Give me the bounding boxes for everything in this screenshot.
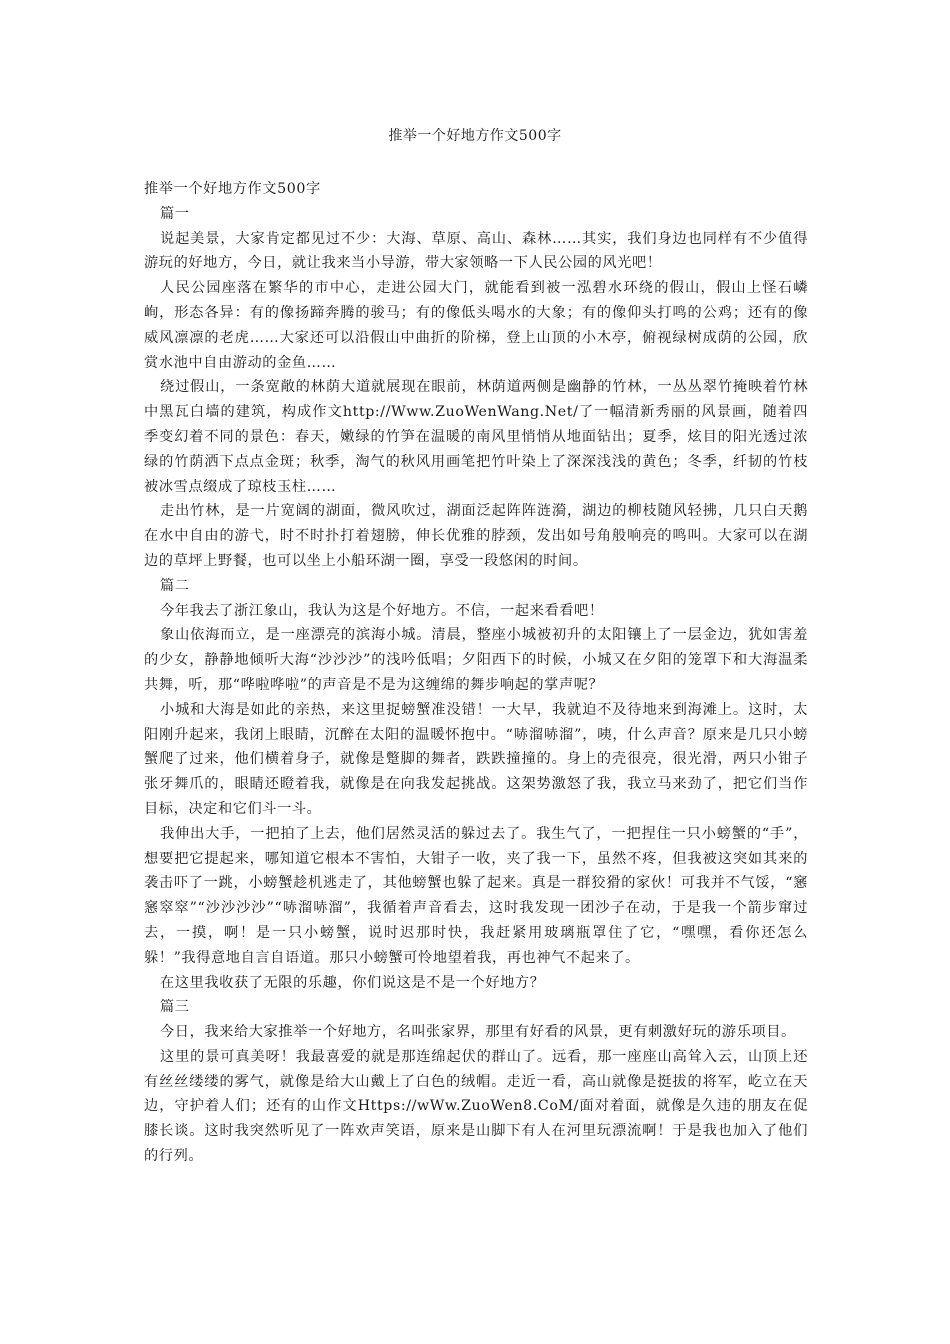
paragraph: 我伸出大手，一把拍了上去，他们居然灵活的躲过去了。我生气了，一把捏住一只小螃蟹的“手”，想要把它提起来，哪知道它根本不害怕，大钳子一收，夹了我一下，虽然不疼，但我被这突如其来的袭击吓了一跳，小螃蟹趁机逃走了，其他螃蟹也躲了起来。真是一群狡猾的家伙！可我并不气馁，“窸窸窣窣”“沙沙沙沙”“哧溜哧溜”，我循着声音看去，这时我发现一团沙子在动，于是我一个箭步窜过去，一摸，啊！是一只小螃蟹，说时迟那时快，我赶紧用玻璃瓶罩住了它，“嘿嘿，看你还怎么躲！”我得意地自言自语道。那只小螃蟹可怜地望着我，再也神气不起来了。 — [144, 825, 808, 966]
paragraph: 今年我去了浙江象山，我认为这是个好地方。不信，一起来看看吧！ — [160, 602, 604, 619]
paragraph: 象山依海而立，是一座漂亮的滨海小城。清晨，整座小城被初升的太阳镶上了一层金边，犹如害羞的少女，静静地倾听大海“沙沙沙”的浅吟低唱；夕阳西下的时候，小城又在夕阳的笼罩下和大海温柔共舞，听，那“哗啦哗啦”的声音是不是为这缠绵的舞步响起的掌声呢？ — [144, 627, 808, 693]
section-heading-3: 篇三 — [160, 999, 190, 1016]
page-title: 推举一个好地方作文500字 — [388, 128, 562, 144]
section-heading-1: 篇一 — [160, 205, 190, 222]
document-body — [144, 177, 808, 1169]
paragraph: 小城和大海是如此的亲热，来这里捉螃蟹准没错！一大早，我就迫不及待地来到海滩上。这时，太阳刚升起来，我闭上眼睛，沉醉在太阳的温暖怀抱中。“哧溜哧溜”，咦，什么声音？原来是几只小螃蟹爬了过来，他们横着身子，就像是蹩脚的舞者，跌跌撞撞的。身上的壳很亮，很光滑，两只小钳子张牙舞爪的，眼睛还瞪着我，就像是在向我发起挑战。这架势激怒了我，我立马来劲了，把它们当作目标，决定和它们斗一斗。 — [144, 701, 808, 817]
paragraph: 在这里我收获了无限的乐趣，你们说这是不是一个好地方？ — [160, 974, 545, 991]
paragraph: 说起美景，大家肯定都见过不少：大海、草原、高山、森林……其实，我们身边也同样有不少值得游玩的好地方，今日，就让我来当小导游，带大家领略一下人民公园的风光吧！ — [144, 230, 808, 272]
section-heading-2: 篇二 — [160, 577, 190, 594]
paragraph: 人民公园座落在繁华的市中心，走进公园大门，就能看到被一泓碧水环绕的假山，假山上怪石嶙峋，形态各异：有的像扬蹄奔腾的骏马；有的像低头喝水的大象；有的像仰头打鸣的公鸡；还有的像威风凛凛的老虎……大家还可以沿假山中曲折的阶梯，登上山顶的小木亭，俯视绿树成荫的公园，欣赏水池中自由游动的金鱼…… — [144, 280, 808, 371]
paragraph: 这里的景可真美呀！我最喜爱的就是那连绵起伏的群山了。远看，那一座座山高耸入云，山顶上还有丝丝缕缕的雾气，就像是给大山戴上了白色的绒帽。走近一看，高山就像是挺拔的将军，屹立在天边，守护着人们；还有的山作文Https://wWw.ZuoWen8.CoM/面对着面，就像是久违的朋友在促膝长谈。这时我突然听见了一阵欢声笑语，原来是山脚下有人在河里玩漂流啊！于是我也加入了他们的行列。 — [144, 1048, 808, 1165]
paragraph: 绕过假山，一条宽敞的林荫大道就展现在眼前，林荫道两侧是幽静的竹林，一丛丛翠竹掩映着竹林中黑瓦白墙的建筑，构成作文http://Www.ZuoWenWang.Net/了一幅清新秀丽的风景画，随着四季变幻着不同的景色：春天，嫩绿的竹笋在温暖的南风里悄悄从地面钻出；夏季，炫目的阳光透过浓绿的竹荫洒下点点金斑；秋季，淘气的秋风用画笔把竹叶染上了深深浅浅的黄色；冬季，纤韧的竹枝被冰雪点缀成了琼枝玉柱…… — [144, 379, 808, 495]
paragraph: 走出竹林，是一片宽阔的湖面，微风吹过，湖面泛起阵阵涟漪，湖边的柳枝随风轻拂，几只白天鹅在水中自由的游弋，时不时扑打着翅膀，伸长优雅的脖颈，发出如号角般响亮的鸣叫。大家可以在湖边的草坪上野餐，也可以坐上小船环湖一圈，享受一段悠闲的时间。 — [144, 503, 808, 569]
paragraph: 今日，我来给大家推举一个好地方，名叫张家界，那里有好看的风景，更有刺激好玩的游乐项目。 — [160, 1024, 796, 1041]
document-subtitle: 推举一个好地方作文500字 — [144, 181, 321, 197]
